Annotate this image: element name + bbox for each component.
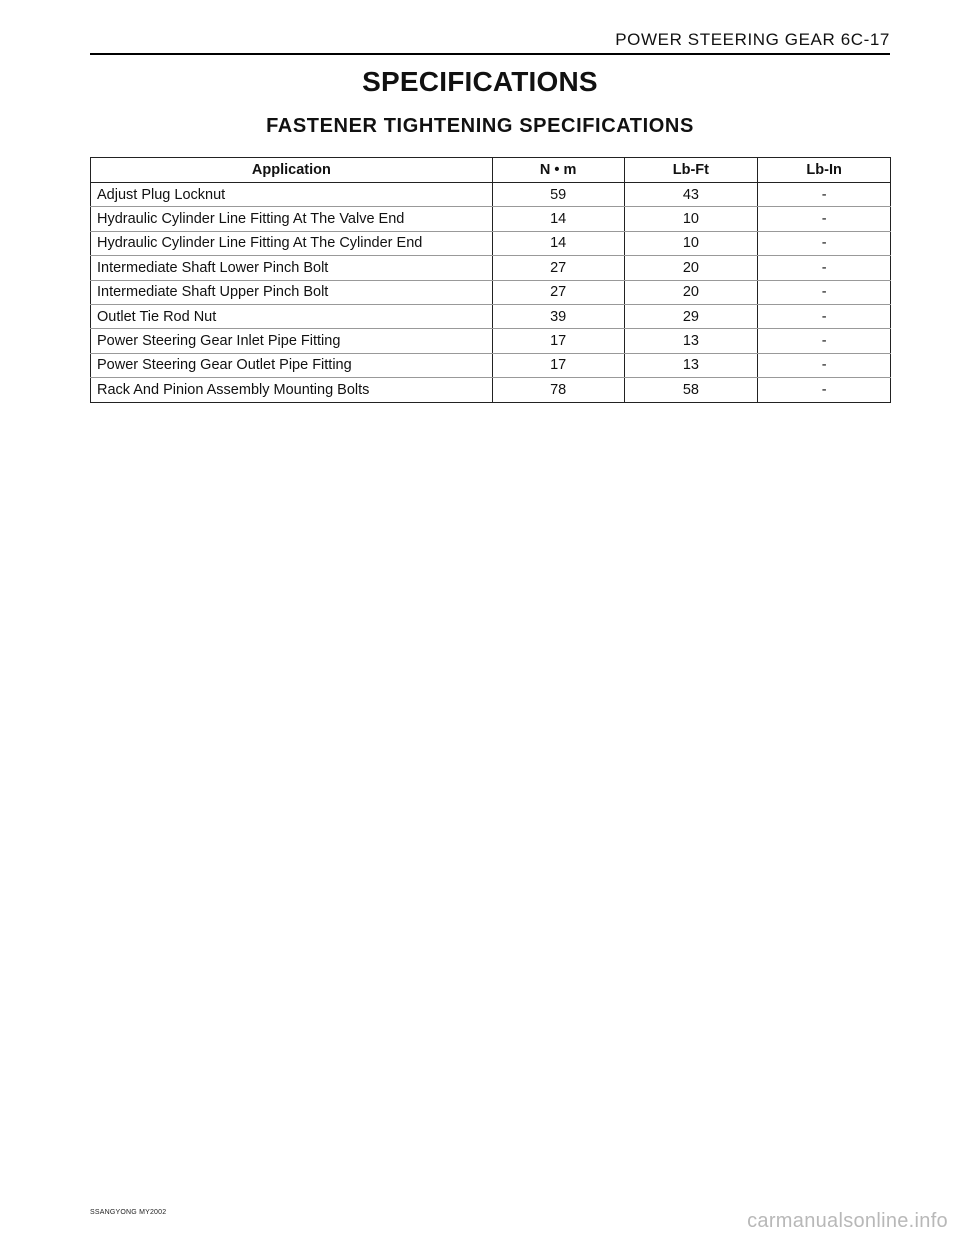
cell-lbft: 13: [624, 329, 758, 353]
table-row: [91, 280, 891, 304]
cell-lbft: 10: [624, 231, 758, 255]
cell-lbin: -: [758, 353, 891, 377]
table-row: [91, 231, 891, 255]
cell-application: Intermediate Shaft Lower Pinch Bolt: [91, 256, 493, 280]
page-footer: SSANGYONG MY2002: [90, 1209, 167, 1216]
table-row: [91, 378, 891, 402]
watermark: carmanualsonline.info: [747, 1210, 948, 1232]
cell-lbft: 13: [624, 353, 758, 377]
cell-nm: 78: [492, 378, 624, 402]
cell-lbft: 43: [624, 183, 758, 207]
cell-lbin: -: [758, 207, 891, 231]
cell-application: Hydraulic Cylinder Line Fitting At The Valve End: [91, 207, 493, 231]
table-row: [91, 207, 891, 231]
cell-lbin: -: [758, 329, 891, 353]
cell-lbft: 20: [624, 256, 758, 280]
cell-application: Outlet Tie Rod Nut: [91, 304, 493, 328]
cell-nm: 14: [492, 231, 624, 255]
cell-lbft: 58: [624, 378, 758, 402]
cell-nm: 27: [492, 256, 624, 280]
table-header-row: [91, 158, 891, 183]
cell-application: Power Steering Gear Outlet Pipe Fitting: [91, 353, 493, 377]
cell-nm: 17: [492, 329, 624, 353]
table-row: [91, 304, 891, 328]
cell-nm: 27: [492, 280, 624, 304]
column-header-lbft: Lb-Ft: [624, 158, 758, 183]
cell-lbin: -: [758, 280, 891, 304]
table-row: [91, 353, 891, 377]
page-title: SPECIFICATIONS: [362, 66, 598, 97]
header-rule: [90, 53, 890, 55]
fastener-spec-table: [90, 157, 891, 403]
running-header: POWER STEERING GEAR 6C-17: [615, 30, 890, 49]
cell-nm: 59: [492, 183, 624, 207]
table-row: [91, 183, 891, 207]
cell-application: Intermediate Shaft Upper Pinch Bolt: [91, 280, 493, 304]
section-title: FASTENER TIGHTENING SPECIFICATIONS: [266, 115, 694, 137]
cell-lbin: -: [758, 378, 891, 402]
column-header-nm: N • m: [492, 158, 624, 183]
cell-nm: 14: [492, 207, 624, 231]
cell-lbin: -: [758, 231, 891, 255]
cell-application: Hydraulic Cylinder Line Fitting At The Cylinder End: [91, 231, 493, 255]
cell-lbin: -: [758, 256, 891, 280]
cell-lbft: 10: [624, 207, 758, 231]
table-row: [91, 256, 891, 280]
cell-application: Rack And Pinion Assembly Mounting Bolts: [91, 378, 493, 402]
cell-nm: 39: [492, 304, 624, 328]
cell-lbin: -: [758, 304, 891, 328]
cell-nm: 17: [492, 353, 624, 377]
cell-lbft: 20: [624, 280, 758, 304]
table-row: [91, 329, 891, 353]
column-header-lbin: Lb-In: [758, 158, 891, 183]
column-header-application: Application: [91, 158, 493, 183]
cell-lbin: -: [758, 183, 891, 207]
cell-lbft: 29: [624, 304, 758, 328]
cell-application: Adjust Plug Locknut: [91, 183, 493, 207]
cell-application: Power Steering Gear Inlet Pipe Fitting: [91, 329, 493, 353]
